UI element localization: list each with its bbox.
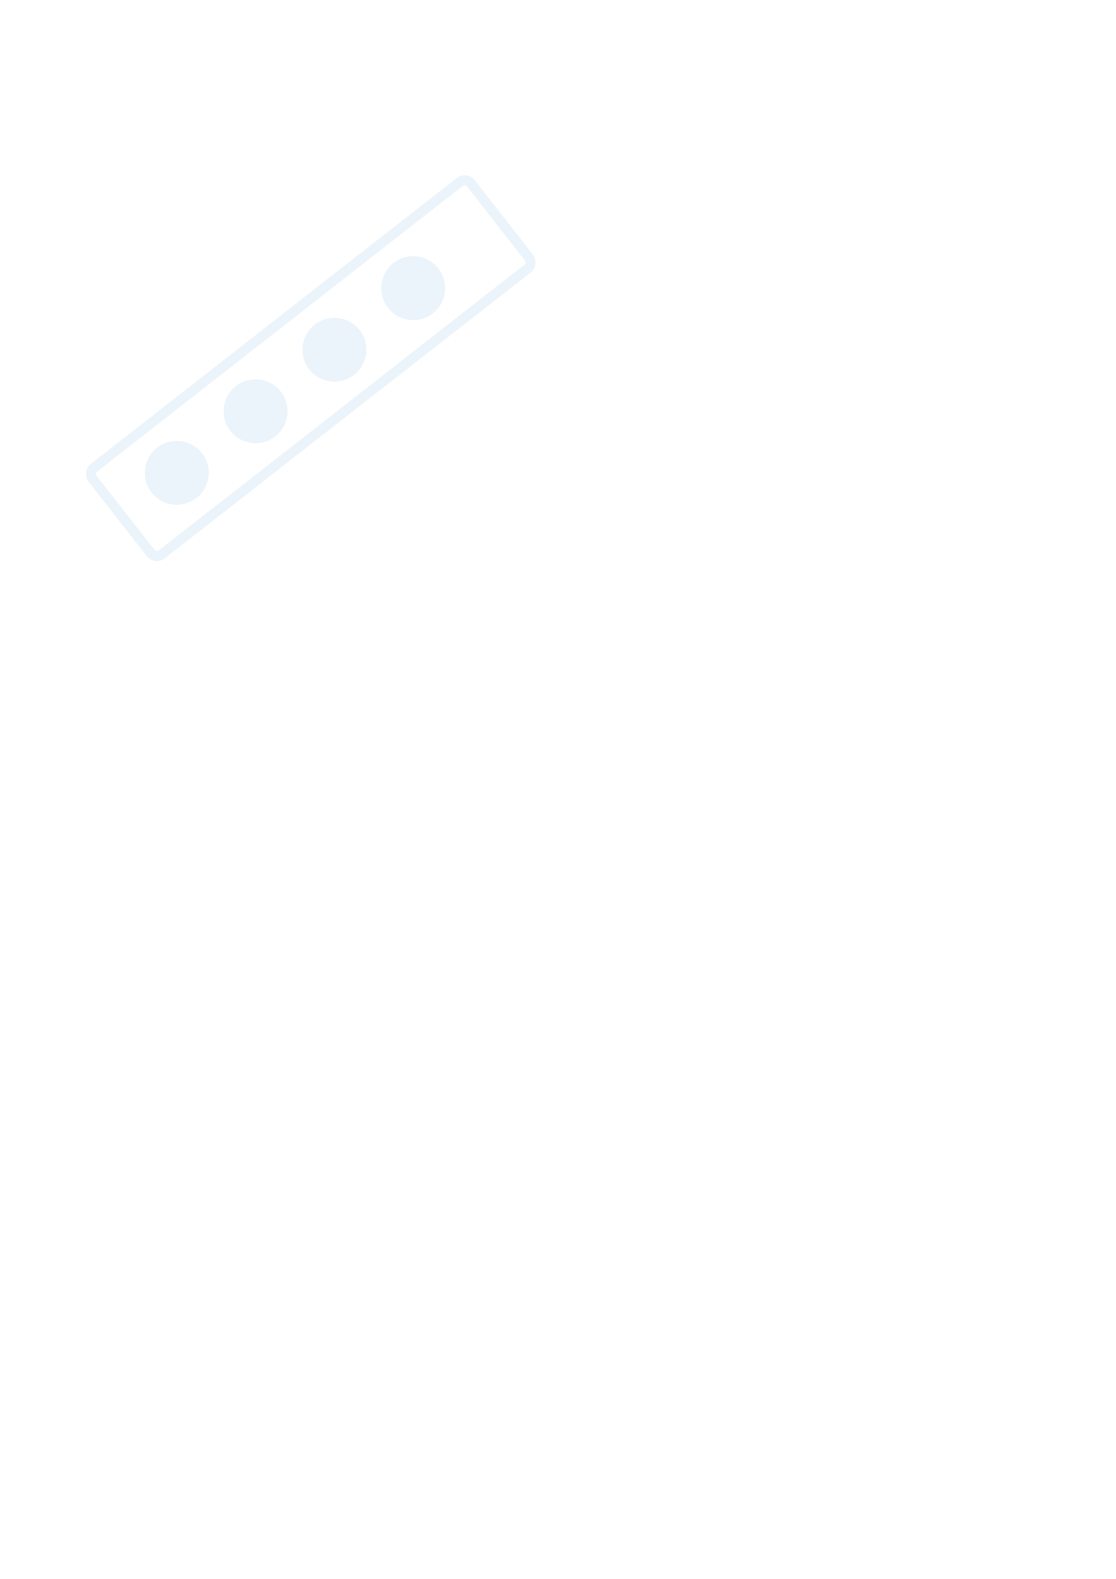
watermark-logo: [20, 160, 720, 580]
